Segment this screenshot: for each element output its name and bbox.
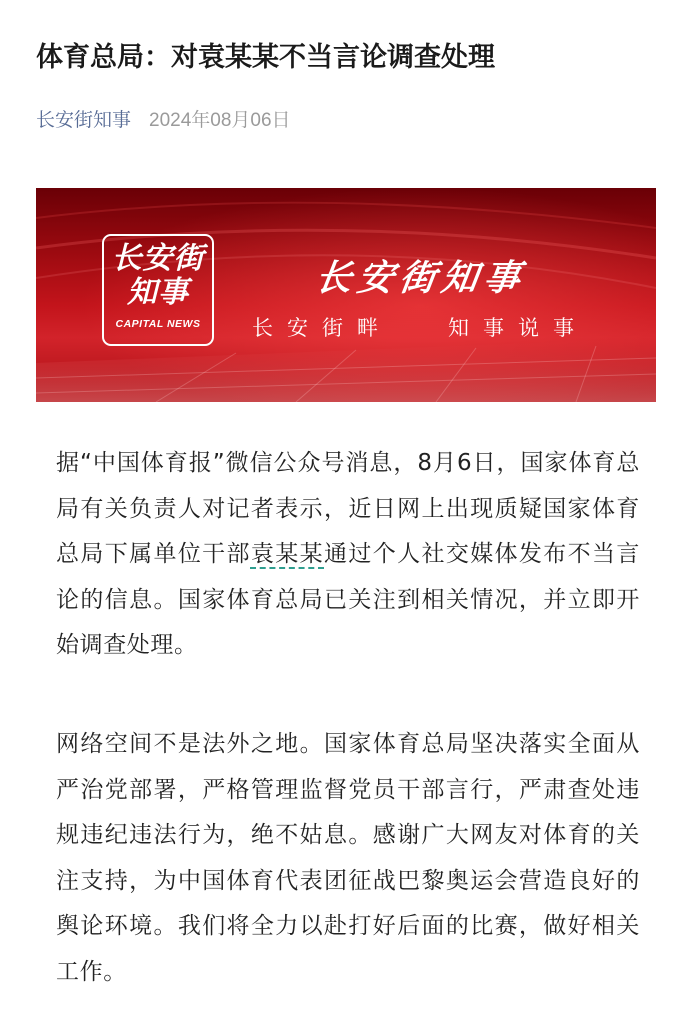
logo-text-line2: 知事 [127, 275, 189, 310]
banner-slogan-part1: 长安街畔 [252, 316, 392, 340]
publish-date: 2024年08月06日 [149, 109, 291, 131]
source-link[interactable]: 长安街知事 [36, 108, 132, 131]
capital-news-logo [102, 234, 214, 346]
banner-slogan-part2: 知事说事 [448, 316, 588, 340]
logo-english-text: CAPITAL NEWS [115, 318, 201, 330]
paragraph-1-text-a: 据“中国体育报”微信公众号消息，8月6日，国家体育总局有关负责人对记者表示，近日网上出现质疑国家体育总局下属单位干部 [56, 450, 640, 567]
brand-calligraphy: 长安街知事 [312, 257, 529, 299]
logo-text-line1: 长安街 [111, 241, 205, 276]
paragraph-1 [56, 441, 640, 669]
person-name-link[interactable]: 袁某某 [250, 541, 325, 567]
paragraph-1-text-b: 通过个人社交媒体发布不当言论的信息。国家体育总局已关注到相关情况，并立即开始调查处理。 [56, 541, 640, 658]
article-meta [36, 104, 291, 132]
paragraph-2: 网络空间不是法外之地。国家体育总局坚决落实全面从严治党部署，严格管理监督党员干部言行，严肃查处违规违纪违法行为，绝不姑息。感谢广大网友对体育的关注支持，为中国体育代表团征战巴黎奥运会营造良好的舆论环境。我们将全力以赴打好后面的比赛，做好相关工作。 [56, 731, 640, 985]
article-title: 体育总局：对袁某某不当言论调查处理 [36, 42, 495, 73]
header-banner-image [36, 188, 656, 402]
